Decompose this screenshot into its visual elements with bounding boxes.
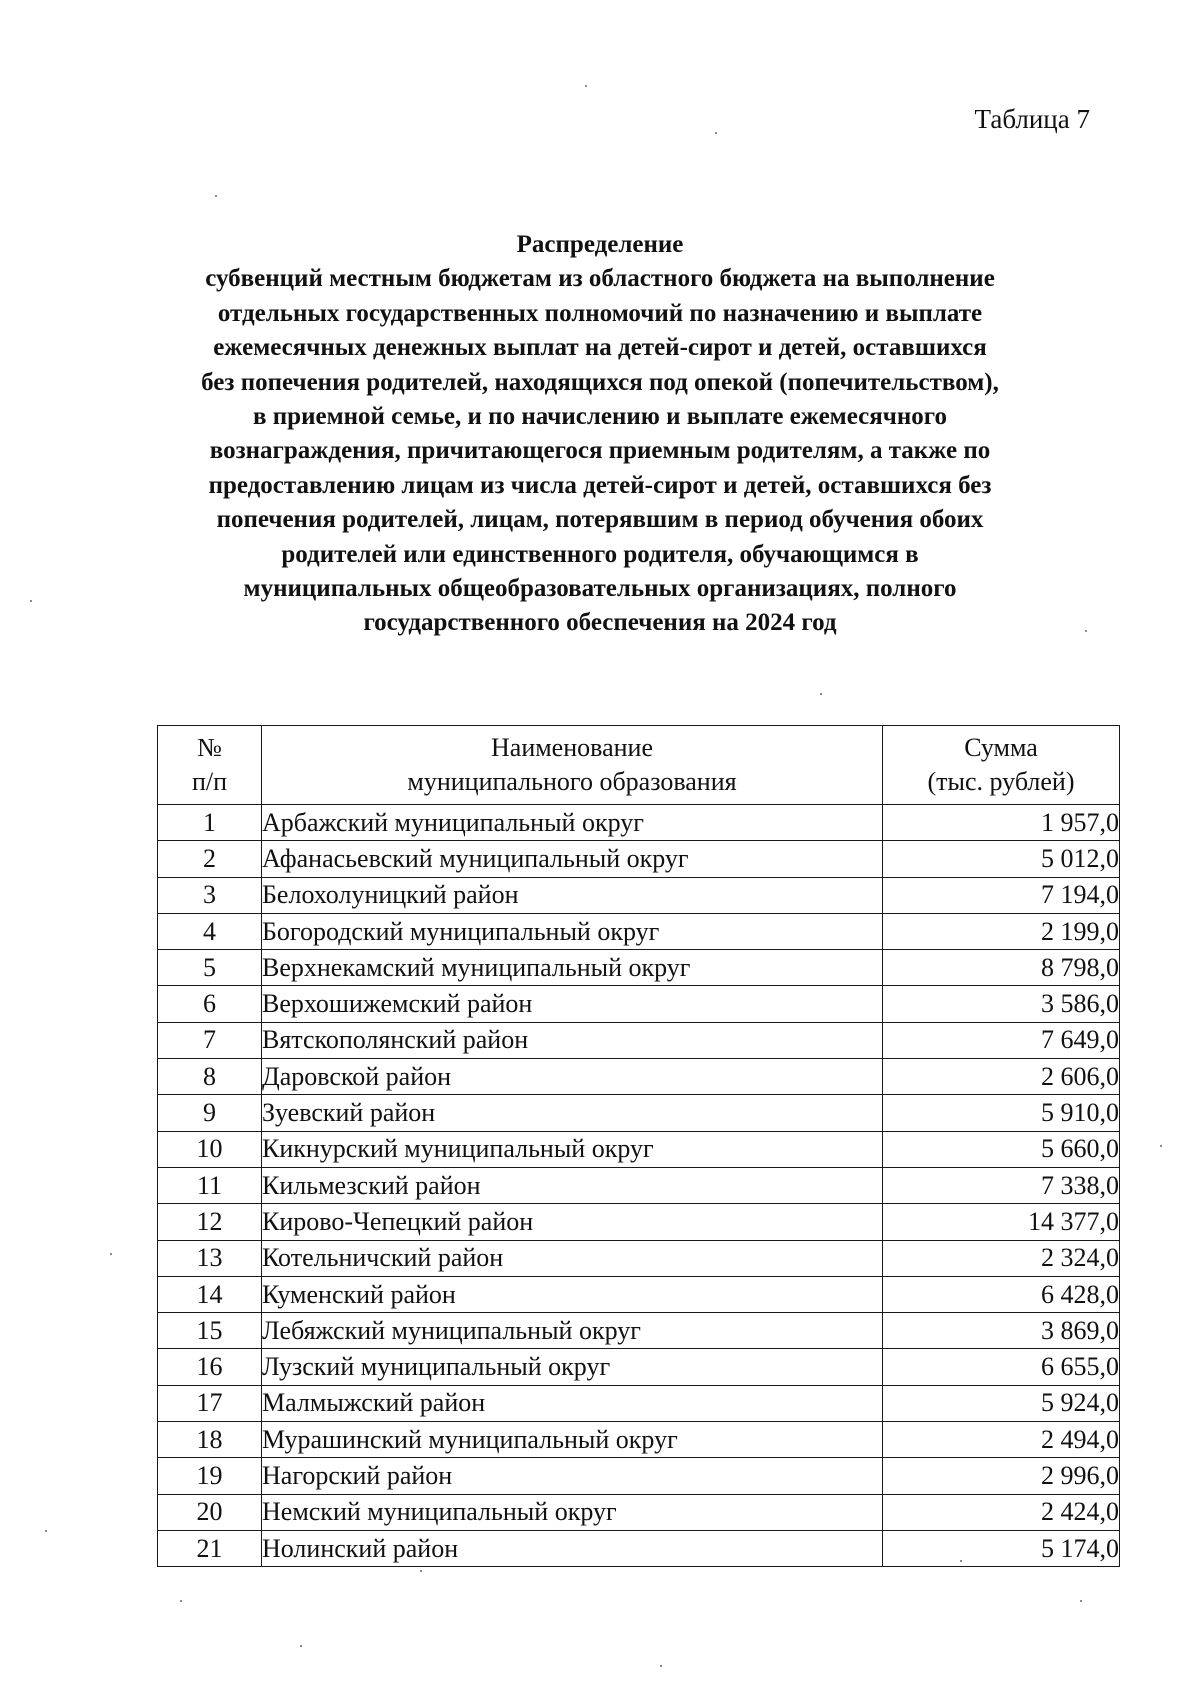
- row-municipality-name: Богородский муниципальный округ: [262, 913, 883, 949]
- row-amount: 7 338,0: [883, 1167, 1120, 1203]
- table-row: [158, 1530, 1120, 1566]
- row-municipality-name: Кильмезский район: [262, 1167, 883, 1203]
- title-line: попечения родителей, лицам, потерявшим в период обучения обоих: [216, 506, 984, 534]
- table-row: [158, 1095, 1120, 1131]
- row-municipality-name: Верхнекамский муниципальный округ: [262, 950, 883, 986]
- row-amount: 3 586,0: [883, 986, 1120, 1022]
- table-row: [158, 1059, 1120, 1095]
- row-amount: 2 494,0: [883, 1422, 1120, 1458]
- row-number: 5: [158, 950, 262, 986]
- table-row: [158, 877, 1120, 913]
- speck: [1085, 630, 1087, 632]
- row-municipality-name: Зуевский район: [262, 1095, 883, 1131]
- row-amount: 6 655,0: [883, 1349, 1120, 1385]
- row-amount: 5 660,0: [883, 1131, 1120, 1167]
- speck: [820, 693, 822, 695]
- row-amount: 7 194,0: [883, 877, 1120, 913]
- row-municipality-name: Нолинский район: [262, 1530, 883, 1566]
- row-amount: 2 199,0: [883, 913, 1120, 949]
- speck: [45, 1530, 47, 1532]
- table-row: [158, 841, 1120, 877]
- title-line: без попечения родителей, находящихся под опекой (попечительством),: [201, 368, 999, 396]
- row-amount: 5 910,0: [883, 1095, 1120, 1131]
- row-municipality-name: Лебяжский муниципальный округ: [262, 1313, 883, 1349]
- row-number: 1: [158, 805, 262, 841]
- row-number: 16: [158, 1349, 262, 1385]
- row-number: 18: [158, 1422, 262, 1458]
- table-row: [158, 913, 1120, 949]
- header-sum-line: (тыс. рублей): [927, 767, 1075, 796]
- table-row: [158, 1313, 1120, 1349]
- table-row: [158, 1422, 1120, 1458]
- row-amount: 1 957,0: [883, 805, 1120, 841]
- row-municipality-name: Даровской район: [262, 1059, 883, 1095]
- title-line: в приемной семье, и по начислению и выплате ежемесячного: [253, 403, 947, 431]
- table-number-label: Таблица 7: [974, 104, 1090, 134]
- title-line: государственного обеспечения на 2024 год: [363, 609, 837, 637]
- row-amount: 5 924,0: [883, 1385, 1120, 1421]
- speck: [300, 1645, 302, 1647]
- row-amount: 5 012,0: [883, 841, 1120, 877]
- row-municipality-name: Нагорский район: [262, 1458, 883, 1494]
- row-amount: 2 996,0: [883, 1458, 1120, 1494]
- table-row: [158, 1458, 1120, 1494]
- header-sum: [883, 726, 1120, 805]
- row-municipality-name: Вятскополянский район: [262, 1022, 883, 1058]
- row-number: 7: [158, 1022, 262, 1058]
- table-body: [158, 805, 1120, 1567]
- table-row: [158, 1131, 1120, 1167]
- header-number: [158, 726, 262, 805]
- header-name-line: муниципального образования: [407, 767, 737, 796]
- row-amount: 6 428,0: [883, 1276, 1120, 1312]
- table-row: [158, 1240, 1120, 1276]
- row-municipality-name: Малмыжский район: [262, 1385, 883, 1421]
- table-row: [158, 1385, 1120, 1421]
- row-number: 4: [158, 913, 262, 949]
- title-line: родителей или единственного родителя, обучающимся в: [281, 540, 919, 568]
- title-line: вознаграждения, причитающегося приемным родителям, а также по: [209, 437, 991, 465]
- row-amount: 3 869,0: [883, 1313, 1120, 1349]
- speck: [1080, 1600, 1082, 1602]
- title-line: отдельных государственных полномочий по назначению и выплате: [217, 299, 983, 327]
- row-municipality-name: Кирово-Чепецкий район: [262, 1204, 883, 1240]
- row-number: 9: [158, 1095, 262, 1131]
- table-row: [158, 1494, 1120, 1530]
- row-municipality-name: Кикнурский муниципальный округ: [262, 1131, 883, 1167]
- row-municipality-name: Белохолуницкий район: [262, 877, 883, 913]
- title-line: предоставлению лицам из числа детей-сирот и детей, оставшихся без: [208, 471, 992, 499]
- title-line: ежемесячных денежных выплат на детей-сирот и детей, оставшихся: [213, 334, 987, 362]
- speck: [30, 600, 32, 602]
- header-sum-line: Сумма: [964, 733, 1038, 762]
- row-municipality-name: Немский муниципальный округ: [262, 1494, 883, 1530]
- table-row: [158, 1349, 1120, 1385]
- table-row: [158, 1204, 1120, 1240]
- row-number: 12: [158, 1204, 262, 1240]
- speck: [110, 1253, 112, 1255]
- row-amount: 7 649,0: [883, 1022, 1120, 1058]
- header-name-line: Наименование: [491, 733, 653, 762]
- speck: [180, 1600, 182, 1602]
- speck: [215, 195, 217, 197]
- row-number: 11: [158, 1167, 262, 1203]
- row-amount: 5 174,0: [883, 1530, 1120, 1566]
- table-header-row: [158, 726, 1120, 805]
- speck: [715, 132, 717, 134]
- table-row: [158, 1022, 1120, 1058]
- row-number: 17: [158, 1385, 262, 1421]
- speck: [960, 1560, 962, 1562]
- row-municipality-name: Мурашинский муниципальный округ: [262, 1422, 883, 1458]
- table-row: [158, 986, 1120, 1022]
- row-amount: 2 606,0: [883, 1059, 1120, 1095]
- row-number: 15: [158, 1313, 262, 1349]
- row-municipality-name: Куменский район: [262, 1276, 883, 1312]
- table-row: [158, 1167, 1120, 1203]
- row-amount: 2 324,0: [883, 1240, 1120, 1276]
- row-number: 19: [158, 1458, 262, 1494]
- title-line: муниципальных общеобразовательных организациях, полного: [243, 575, 957, 603]
- row-municipality-name: Котельничский район: [262, 1240, 883, 1276]
- row-number: 2: [158, 841, 262, 877]
- table-row: [158, 1276, 1120, 1312]
- row-municipality-name: Верхошижемский район: [262, 986, 883, 1022]
- speck: [585, 85, 587, 87]
- title-line: субвенций местным бюджетам из областного бюджета на выполнение: [205, 265, 995, 293]
- row-municipality-name: Лузский муниципальный округ: [262, 1349, 883, 1385]
- table-row: [158, 950, 1120, 986]
- speck: [420, 1570, 422, 1572]
- row-municipality-name: Афанасьевский муниципальный округ: [262, 841, 883, 877]
- row-number: 13: [158, 1240, 262, 1276]
- row-amount: 2 424,0: [883, 1494, 1120, 1530]
- row-municipality-name: Арбажский муниципальный округ: [262, 805, 883, 841]
- row-number: 14: [158, 1276, 262, 1312]
- row-number: 8: [158, 1059, 262, 1095]
- header-number-line: п/п: [191, 767, 228, 796]
- row-number: 20: [158, 1494, 262, 1530]
- title-line: Распределение: [516, 231, 684, 258]
- row-number: 3: [158, 877, 262, 913]
- row-amount: 14 377,0: [883, 1204, 1120, 1240]
- row-amount: 8 798,0: [883, 950, 1120, 986]
- subvention-table: [157, 725, 1120, 1567]
- header-name: [262, 726, 883, 805]
- row-number: 10: [158, 1131, 262, 1167]
- speck: [660, 1665, 662, 1667]
- table-row: [158, 805, 1120, 841]
- header-number-line: №: [197, 733, 222, 762]
- document-title: [150, 228, 1050, 641]
- row-number: 6: [158, 986, 262, 1022]
- row-number: 21: [158, 1530, 262, 1566]
- speck: [1160, 1145, 1162, 1147]
